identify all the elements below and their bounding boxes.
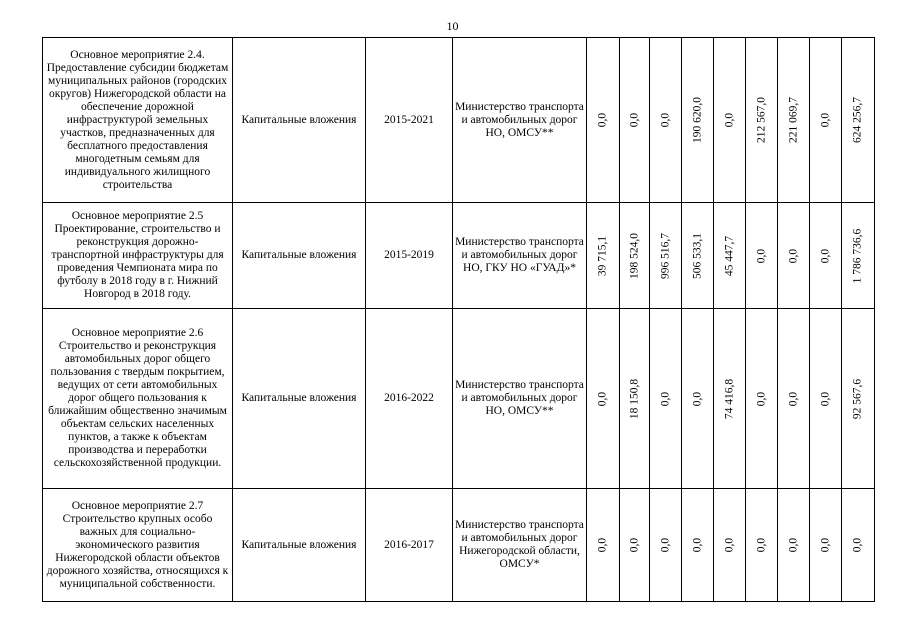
executor-cell: Министерство транспорта и автомобильных дорог НО, ОМСУ** (453, 309, 587, 489)
amount-cell (746, 38, 778, 203)
amount-cell (587, 203, 620, 309)
amount-cell (810, 309, 842, 489)
amount-value: 0,0 (691, 537, 703, 553)
amount-value: 0,0 (819, 112, 831, 128)
amount-cell (810, 38, 842, 203)
period-cell: 2016-2017 (366, 489, 453, 602)
amount-cell (587, 38, 620, 203)
amount-value: 45 447,7 (723, 235, 735, 276)
amount-value: 0,0 (596, 537, 609, 553)
amount-value: 74 416,8 (723, 378, 735, 419)
amount-cell (746, 203, 778, 309)
amount-cell (842, 309, 875, 489)
period-cell: 2015-2019 (366, 203, 453, 309)
amount-value: 0,0 (659, 537, 671, 553)
amount-cell (714, 489, 746, 602)
amount-cell (620, 38, 650, 203)
amount-value: 0,0 (723, 537, 735, 553)
expense-type-cell: Капитальные вложения (233, 309, 366, 489)
amount-value: 0,0 (628, 537, 640, 553)
amount-cell (746, 489, 778, 602)
amount-cell (842, 38, 875, 203)
amount-value: 39 715,1 (596, 235, 609, 276)
amount-cell (682, 489, 714, 602)
amount-value: 0,0 (628, 112, 640, 128)
amount-cell (714, 309, 746, 489)
amount-cell (682, 203, 714, 309)
amount-cell (620, 309, 650, 489)
amount-value: 506 533,1 (691, 232, 703, 279)
amount-value: 0,0 (723, 112, 735, 128)
measure-name-cell: Основное мероприятие 2.4. Предоставление субсидии бюджетам муниципальных районов (городских округов) Нижегородской области на обеспечение дорожной инфраструктурой земельных участков, предназначенных для бесплатного предоставления многодетным семьям для индивидуального жилищного строительства (43, 38, 233, 203)
amount-value: 996 516,7 (659, 232, 671, 279)
amount-value: 0,0 (787, 391, 799, 406)
amount-cell (778, 38, 810, 203)
amount-cell (650, 38, 682, 203)
executor-cell: Министерство транспорта и автомобильных дорог НО, ГКУ НО «ГУАД»* (453, 203, 587, 309)
amount-value: 18 150,8 (628, 378, 640, 419)
amount-value: 190 620,0 (691, 97, 703, 143)
period-cell: 2016-2022 (366, 309, 453, 489)
amount-cell (842, 489, 875, 602)
amount-cell (682, 309, 714, 489)
page-number: 10 (446, 19, 459, 33)
amount-cell (650, 489, 682, 602)
amount-cell (778, 203, 810, 309)
table-row (43, 489, 875, 602)
amount-cell (620, 203, 650, 309)
amount-cell (842, 203, 875, 309)
amount-cell (682, 38, 714, 203)
amount-value: 0,0 (819, 537, 831, 553)
amount-value: 0,0 (691, 391, 703, 406)
amount-cell (620, 489, 650, 602)
amount-value: 0,0 (596, 391, 609, 406)
amount-cell (778, 309, 810, 489)
amount-cell (810, 203, 842, 309)
measure-name-cell: Основное мероприятие 2.7 Строительство крупных особо важных для социально-экономического развития Нижегородской области объектов дорожного хозяйства, относящихся к муниципальной собственности. (43, 489, 233, 602)
amount-value: 0,0 (755, 248, 767, 263)
amount-value: 0,0 (787, 537, 799, 553)
amount-value: 0,0 (819, 248, 831, 263)
amount-cell (746, 309, 778, 489)
amount-cell (778, 489, 810, 602)
amount-value: 1 786 736,6 (851, 228, 864, 283)
amount-value: 92 567,6 (851, 378, 864, 419)
amount-cell (714, 38, 746, 203)
measure-name-cell: Основное мероприятие 2.5 Проектирование, строительство и реконструкция дорожно-транспортной инфраструктуры для проведения Чемпионата мира по футболу в 2018 году в г. Нижний Новгород в 2018 году. (43, 203, 233, 309)
amount-value: 0,0 (851, 537, 864, 553)
amount-cell (810, 489, 842, 602)
amount-cell (650, 203, 682, 309)
table-row (43, 38, 875, 203)
measure-name-cell: Основное мероприятие 2.6 Строительство и реконструкция автомобильных дорог общего пользования с твердым покрытием, ведущих от сети автомобильных дорог общего пользования к ближайшим общественно значимым объектам сельских населенных пунктов, а также к объектам производства и переработки сельскохозяйственной продукции. (43, 309, 233, 489)
executor-cell: Министерство транспорта и автомобильных дорог Нижегородской области, ОМСУ* (453, 489, 587, 602)
amount-value: 198 524,0 (628, 232, 640, 279)
period-cell: 2015-2021 (366, 38, 453, 203)
amount-value: 0,0 (755, 391, 767, 406)
amount-value: 0,0 (755, 537, 767, 553)
expense-type-cell: Капитальные вложения (233, 38, 366, 203)
amount-value: 0,0 (819, 391, 831, 406)
table-row (43, 309, 875, 489)
amount-value: 221 069,7 (787, 97, 799, 143)
expense-type-cell: Капитальные вложения (233, 203, 366, 309)
amount-cell (587, 309, 620, 489)
amount-cell (587, 489, 620, 602)
amount-value: 624 256,7 (851, 97, 864, 143)
expense-type-cell: Капитальные вложения (233, 489, 366, 602)
table-row (43, 203, 875, 309)
amount-value: 0,0 (596, 112, 609, 128)
executor-cell: Министерство транспорта и автомобильных дорог НО, ОМСУ** (453, 38, 587, 203)
amount-value: 0,0 (659, 391, 671, 406)
amount-cell (714, 203, 746, 309)
program-measures-table (42, 37, 875, 602)
amount-value: 0,0 (787, 248, 799, 263)
amount-value: 212 567,0 (755, 97, 767, 143)
amount-value: 0,0 (659, 112, 671, 128)
amount-cell (650, 309, 682, 489)
